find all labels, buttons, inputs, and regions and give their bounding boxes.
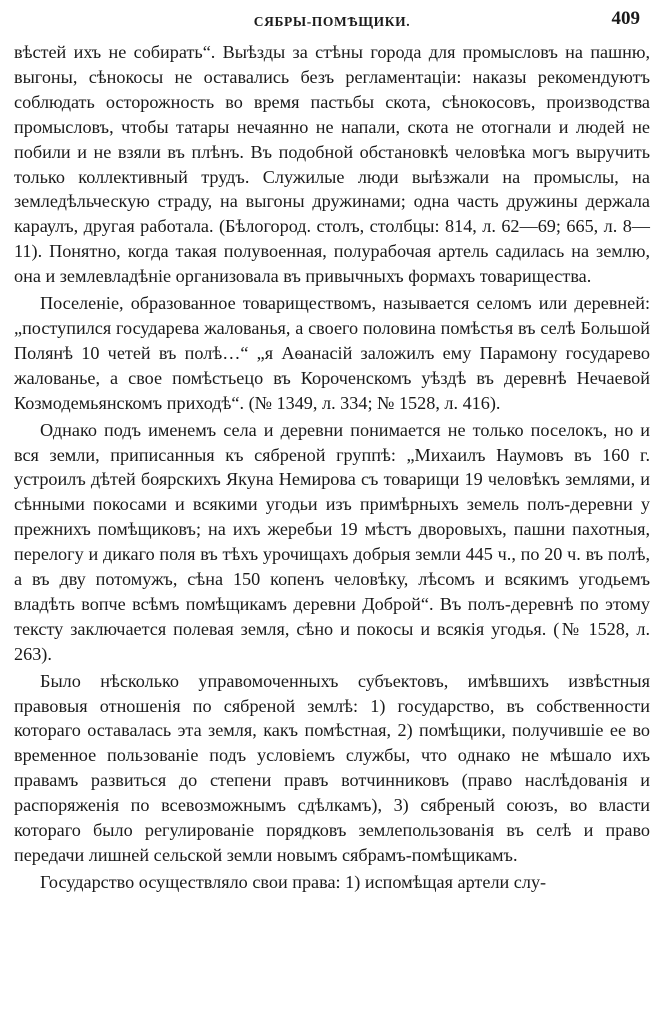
paragraph-legal-subjects: Было нѣсколько управомоченныхъ субъектовъ, имѣвшихъ извѣстныя правовыя отношенія по сябреной землѣ: 1) государство, въ собственности котораго оставалась эта земля, какъ помѣстная, 2) помѣщики, получившіе ее во временное пользованіе подъ условіемъ службы, что однако не мѣшало ихъ правамъ развиться до степени правъ вотчинниковъ (право наслѣдованія и распоряженія по всевозможнымъ сдѣлкамъ), 3) сябреный союзъ, во власти котораго было регулированіе порядковъ землепользованія въ селѣ и право передачи лишней сельской земли новымъ сябрамъ-помѣщикамъ. [14, 670, 650, 865]
body-text [14, 40, 650, 895]
running-title: СЯБРЫ-ПОМѢЩИКИ. [253, 14, 411, 29]
paragraph-settlement: Поселеніе, образованное товариществомъ, называется селомъ или деревней: „поступился государева жалованья, а своего половина помѣстья въ селѣ Большой Полянѣ 10 четей въ полѣ…“ „я Аѳанасій заложилъ ему Парамону государево жалованье, а свое помѣстьецо въ Короченскомъ уѣздѣ въ деревнѣ Нечаевой Козмодемьянскомъ приходѣ“. (№ 1349, л. 334; № 1528, л. 416). [14, 293, 650, 413]
page-number: 409 [611, 8, 640, 29]
paragraph-continued-intro: вѣстей ихъ не собирать“. Выѣзды за стѣны города для промысловъ на пашню, выгоны, сѣнокосы не оставались безъ регламентаціи: наказы рекомендуютъ соблюдать осторожность во время пастьбы скота, сѣнокосовъ, производства промысловъ, чтобы татары нечаянно не напали, скота не отогнали и людей не побили и не взяли въ плѣнъ. Въ подобной обстановкѣ человѣка могъ выручить только коллективный трудъ. Служилые люди выѣзжали на промыслы, на земледѣльческую страду, на выгоны дружинами; одна часть дружины держала караулъ, другая работала. (Бѣлогород. столъ, столбцы: 814, л. 62—69; 665, л. 8—11). Понятно, когда такая полувоенная, полурабочая артель садилась на землю, она и землевладѣніе организовала въ привычныхъ формахъ товарищества. [14, 42, 650, 287]
paragraph-village-lands: Однако подъ именемъ села и деревни понимается не только поселокъ, но и вся земли, приписанныя къ сябреной группѣ: „Михаилъ Наумовъ въ 160 г. устроилъ дѣтей боярскихъ Якуна Немирова съ товарищи 19 человѣкъ землями, и сѣнными покосами и всякими угодьи изъ примѣрныхъ земель полъ-деревни у прежнихъ помѣщиковъ; на ихъ жеребьи 19 мѣстъ дворовыхъ, пашни пахотныя, перелогу и дикаго поля въ тѣхъ урочищахъ добрыя земли 445 ч., по 20 ч. въ полѣ, а въ дву потомужъ, сѣна 150 копенъ человѣку, лѣсомъ и всякимъ угодьемъ владѣть вопче всѣмъ помѣщикамъ деревни Доброй“. Въ полъ-деревнѣ по этому тексту заключается полевая земля, сѣно и покосы и всякія угодья. (№ 1528, л. 263). [14, 419, 650, 664]
paragraph-state-rights: Государство осуществляло свои права: 1) испомѣщая артели слу- [40, 871, 547, 892]
running-header [14, 6, 650, 40]
